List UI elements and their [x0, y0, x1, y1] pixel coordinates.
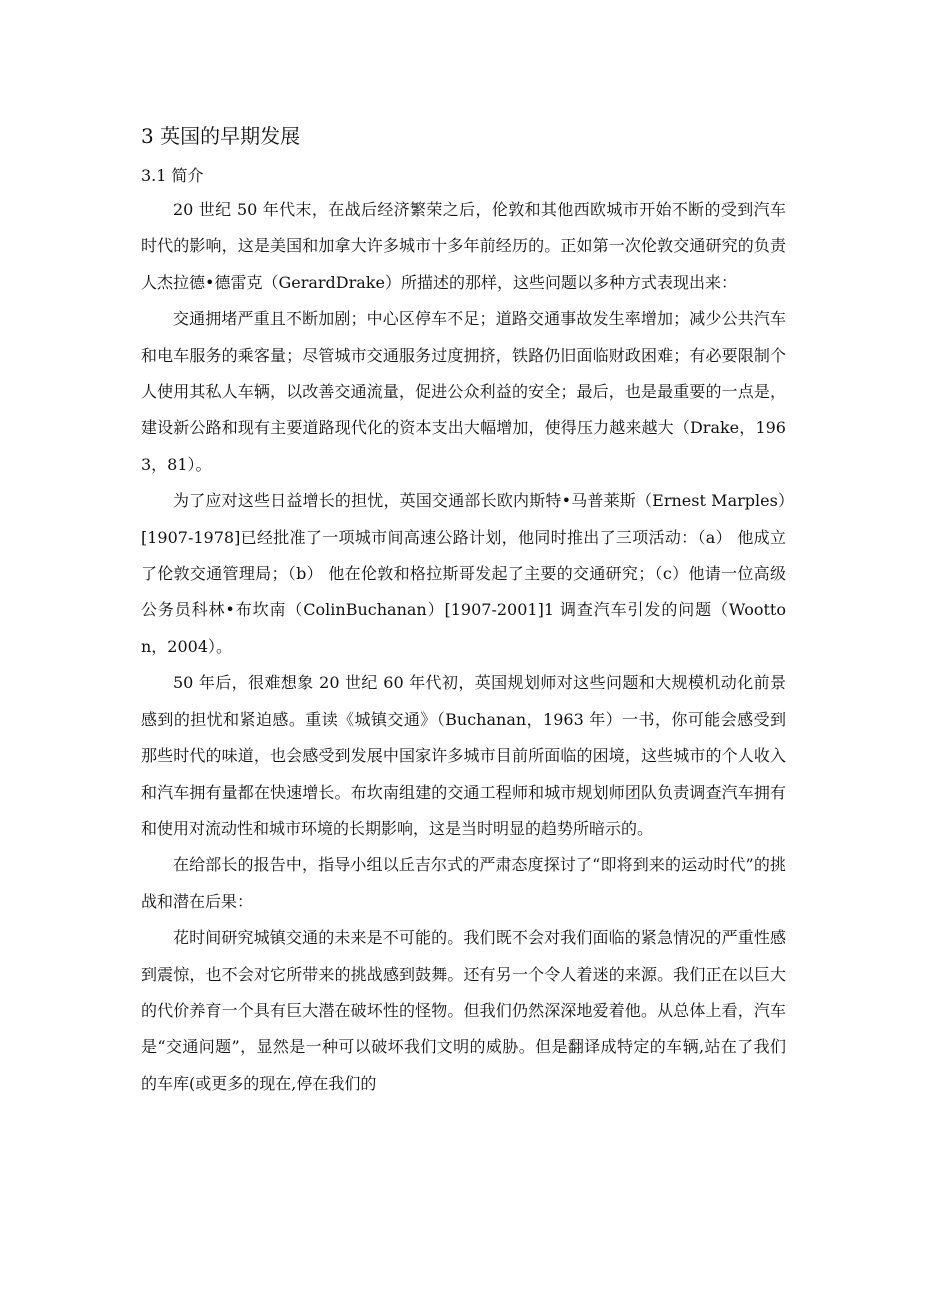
paragraph-report-quote: 花时间研究城镇交通的未来是不可能的。我们既不会对我们面临的紧急情况的严重性感到震惊，也不会对它所带来的挑战感到鼓舞。还有另一个令人着迷的来源。我们正在以巨大的代价养育一个具有巨大潜在破坏性的怪物。但我们仍然深深地爱着他。从总体上看，汽车是“交通问题”，显然是一种可以破坏我们文明的威胁。但是翻译成特定的车辆,站在了我们的车库(或更多的现在,停在我们的: [141, 928, 786, 1093]
paragraph-marples: 为了应对这些日益增长的担忧，英国交通部长欧内斯特•马普莱斯（Ernest Marples）[1907-1978]已经批准了一项城市间高速公路计划，他同时推出了三项活动：（a） 他成立了伦敦交通管理局；（b） 他在伦敦和格拉斯哥发起了主要的交通研究；（c）他请一位高级公务员科林•布坎南（ColinBuchanan）[1907-2001]1 调查汽车引发的问题（Wootton，2004）。: [141, 491, 786, 656]
paragraph-report: 在给部长的报告中，指导小组以丘吉尔式的严肃态度探讨了“即将到来的运动时代”的挑战和潜在后果：: [141, 855, 786, 911]
document-page: [141, 118, 786, 1102]
paragraph-intro: 20 世纪 50 年代末，在战后经济繁荣之后，伦敦和其他西欧城市开始不断的受到汽车时代的影响，这是美国和加拿大许多城市十多年前经历的。正如第一次伦敦交通研究的负责人杰拉德•德雷克（GerardDrake）所描述的那样，这些问题以多种方式表现出来：: [141, 200, 786, 292]
section-title: 3.1 简介: [141, 166, 204, 185]
chapter-title: 3 英国的早期发展: [141, 124, 301, 148]
paragraph-drake-quote: 交通拥堵严重且不断加剧；中心区停车不足；道路交通事故发生率增加；减少公共汽车和电车服务的乘客量；尽管城市交通服务过度拥挤，铁路仍旧面临财政困难；有必要限制个人使用其私人车辆，以改善交通流量，促进公众利益的安全；最后，也是最重要的一点是，建设新公路和现有主要道路现代化的资本支出大幅增加，使得压力越来越大（Drake，1963，81）。: [141, 309, 786, 474]
paragraph-fifty-years: 50 年后，很难想象 20 世纪 60 年代初，英国规划师对这些问题和大规模机动化前景感到的担忧和紧迫感。重读《城镇交通》（Buchanan，1963 年）一书，你可能会感受到那些时代的味道，也会感受到发展中国家许多城市目前所面临的困境，这些城市的个人收入和汽车拥有量都在快速增长。布坎南组建的交通工程师和城市规划师团队负责调查汽车拥有和使用对流动性和城市环境的长期影响，这是当时明显的趋势所暗示的。: [141, 673, 786, 838]
